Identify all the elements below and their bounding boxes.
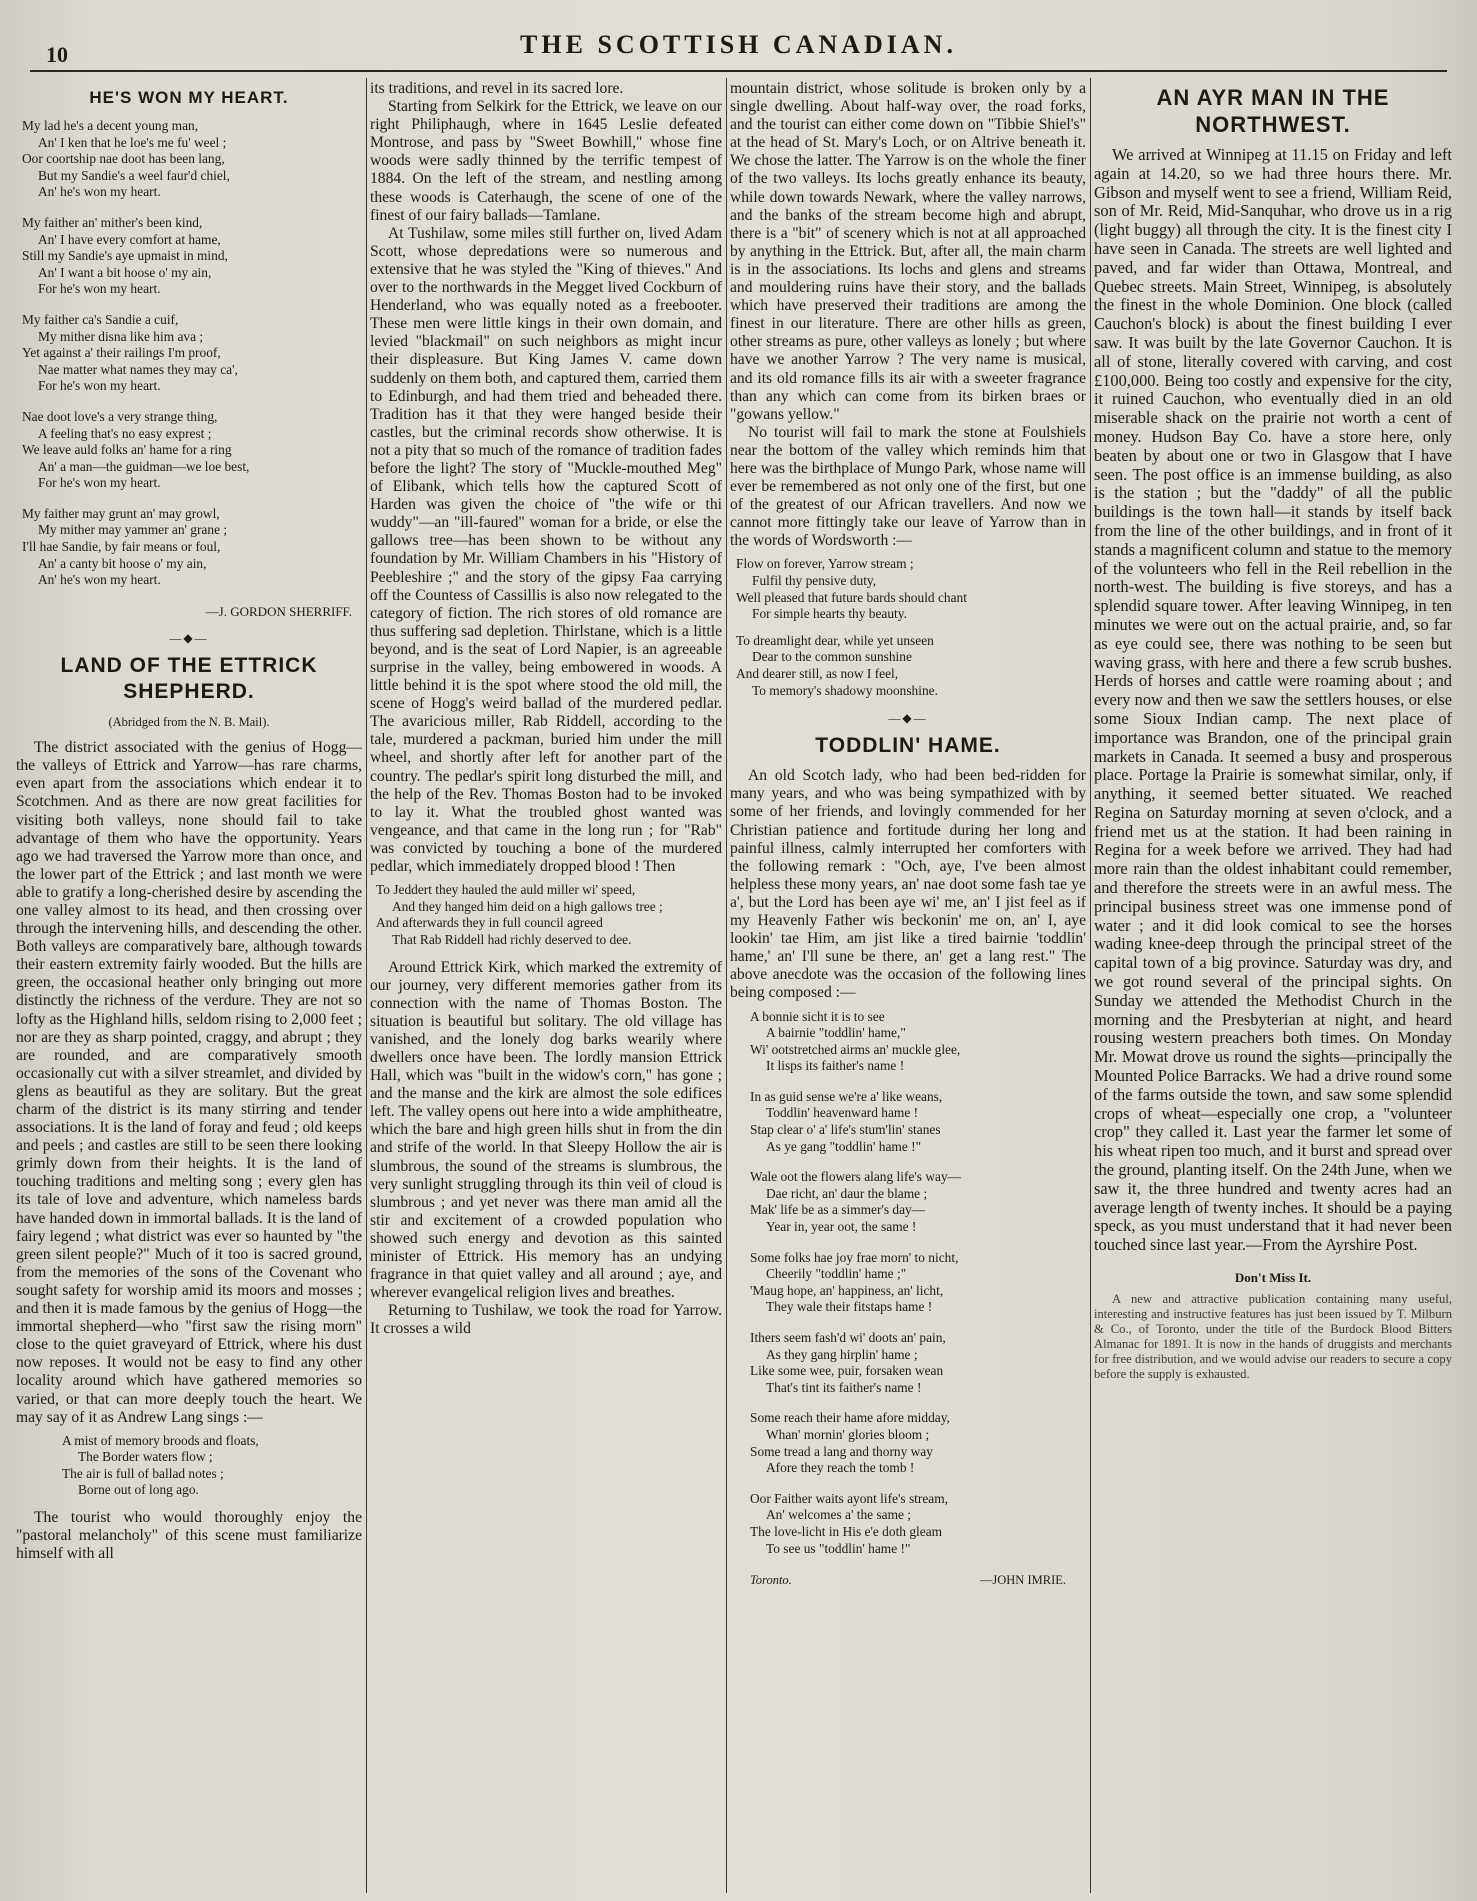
stanza — [744, 1169, 1086, 1235]
verse-line: For he's won my heart. — [38, 378, 161, 394]
column-divider — [1090, 78, 1091, 1893]
verse-line: And dearer still, as now I feel, — [736, 666, 899, 681]
article-title: TODDLIN' HAME. — [815, 734, 1001, 758]
verse — [730, 633, 1086, 699]
verse-line: An' I have every comfort at hame, — [38, 231, 221, 247]
verse-line: Ithers seem fash'd wi' doots an' pain, — [750, 1330, 946, 1345]
verse-line: Still my Sandie's aye upmaist in mind, — [22, 248, 228, 264]
verse-line: A mist of memory broods and floats, — [62, 1432, 259, 1448]
verse-line: Flow on forever, Yarrow stream ; — [736, 556, 914, 572]
poem-place: Toronto. — [750, 1573, 792, 1588]
verse-line: They wale their fitstaps hame ! — [766, 1299, 933, 1315]
top-rule — [30, 70, 1447, 72]
stanza — [16, 215, 362, 298]
article-title: AN AYR MAN IN THE NORTHWEST. — [1156, 85, 1390, 137]
verse-line: To memory's shadowy moonshine. — [752, 682, 938, 698]
verse — [370, 882, 722, 948]
verse-line: Well pleased that future bards should chant — [736, 589, 967, 605]
verse-line: Wale oot the flowers alang life's way— — [750, 1169, 962, 1185]
column-divider — [726, 78, 727, 1893]
verse-line: My faither an' mither's been kind, — [22, 214, 203, 230]
masthead: THE SCOTTISH CANADIAN. — [520, 30, 957, 59]
article-continued-2 — [370, 959, 722, 1339]
paragraph: At Tushilaw, some miles still further on, lived Adam Scott, whose depredations were so numerous and extensive that he was styled the "King of thieves." And over to the northwards in the Megget lived Cockburn of Henderland, who was equally noted as a freebooter. These men were little kings in their own domain, and levied "blackmail" on such neighbors as might incur their displeasure. But King James V. came down suddenly on them both, and captured them, carried them to Edinburgh, and had them tried and beheaded there. Tradition has it that they were hanged beside their castles, but the criminal records show otherwise. It is not a pity that so much of the romance of tradition fades before the light? The story of "Muckle-mouthed Meg" of Elibank, which tells how the captured Scott of Harden was given the choice of "the wife or thi wuddy"—an "ill-faured" woman for a bride, or else the gallows tree—has been shown to be without any foundation by Mr. William Chambers in his "History of Peebleshire ;" and the story of the gipsy Faa carrying off the Countess of Cassillis is also now relegated to the category of fiction. The rich stores of old romance are thus suffering sad depletion. Thirlstane, which is a little beyond, and is the seat of Lord Napier, is an agreeable surprise in the valley, being embowered in woods. A little behind it is the spot where stood the old mill, the scene of Hogg's weird ballad of the murdered pedlar. The avaricious miller, Rab Riddell, according to the tale, murdered a packman, buried him under the mill wheel, and shortly after left for another part of the country. The pedlar's spirit long disturbed the mill, and the help of the Rev. Thomas Boston had to be invoked to lay it. What the troubled ghost wanted was vengeance, and that came in the long run ; for "Rab" was convicted by touching a bone of the murdered pedlar, which immediately dropped blood ! Then — [370, 224, 722, 876]
abridged-note: (Abridged from the N. B. Mail). — [108, 715, 270, 730]
stanza — [16, 409, 362, 492]
verse-line: Wi' ootstretched airms an' muckle glee, — [750, 1041, 961, 1057]
paragraph: mountain district, whose solitude is broken only by a single dwelling. About half-way over, the road forks, and the tourist can either come down on "Tibbie Shiel's" at the head of St. Mary's Loch, or on Altrive beneath it. We chose the latter. The Yarrow is on the whole the finer of the two valleys. Its lochs greatly enhance its beauty, while down towards Newark, where the valley narrows, and the banks of the stream become high and abrupt, there is a "bit" of scenery which is not at all approached by anything in the Ettrick. But, after all, the main charm is in the associations. Its lochs and glens and streams and mouldering ruins have their story, and the ballads which have preserved their traditions are among the finest in our literature. There are other hills as green, other streams as pure, other valleys as lonely ; but where have we another Yarrow ? The very name is musical, and its old romance fills its air with a sweeter fragrance than any which can come from its birken braes or "gowans yellow." — [730, 80, 1086, 423]
verse-line: My faither ca's Sandie a cuif, — [22, 311, 179, 327]
column-3 — [730, 80, 1086, 1892]
paragraph: The district associated with the genius of Hogg—the valleys of Ettrick and Yarrow—has rare charms, even apart from the associations which endear it to Scotchmen. And as there are now great facilities for visiting both valleys, none should fail to take advantage of them who have the opportunity. Years ago we had traversed the Yarrow more than once, and the lower part of the Ettrick ; and last month we were able to gratify a long-cherished desire by ascending the one valley almost to its head, and then crossing over through the intervening hills, and descending the other. Both valleys are comparatively bare, although towards their eastern extremity fairly wooded. But the hills are green, the occasional heather only bringing out more distinctly the richness of the verdure. They are not so lofty as the Highland hills, seldom rising to 2,000 feet ; nor are they as sharp pointed, craggy, and abrupt ; they are rounded, and are comparatively smooth occasionally cut with a silver streamlet, and divided by glens as beautiful as they are solitary. But the great charm of the district is its many stirring and tender associations. It is the land of foray and feud ; old keeps and peels ; and castles are still to be seen there looking grimly down from their heights. It is the land of touching traditions and melting song ; every glen has its tale of love and adventure, which nameless bards have handed down in immortal ballads. It is the land of fairy legend ; what district was ever so haunted by "the green silent people?" Much of it too is sacred ground, from the memories of the sons of the Covenant who sought safety for worship amid its moors and mosses ; and then it is made famous by the genius of Hogg—the immortal shepherd—who "first saw the rising morn" close to the quiet graveyard of Ettrick, where his dust now reposes. It would not be easy to find any other locality around which have gathered memories so varied, or that can more deeply touch the heart. We may say of it as Andrew Lang sings :— — [16, 739, 362, 1426]
verse-line: 'Maug hope, an' happiness, an' licht, — [750, 1282, 944, 1298]
column-4 — [1094, 80, 1452, 1892]
notice-title: Don't Miss It. — [1234, 1270, 1312, 1286]
poem — [16, 118, 362, 589]
poem-title: HE'S WON MY HEART. — [89, 88, 289, 107]
verse-line: My mither may yammer an' grane ; — [38, 522, 228, 538]
ayr-body — [1094, 146, 1452, 1255]
verse-line: Stap clear o' a' life's stum'lin' stanes — [750, 1122, 941, 1138]
verse-line: A bairnie "toddlin' hame," — [766, 1025, 906, 1041]
verse-line: Oor Faither waits ayont life's stream, — [750, 1490, 949, 1506]
verse-line: Borne out of long ago. — [78, 1482, 199, 1498]
paragraph: Around Ettrick Kirk, which marked the extremity of our journey, very different memories gather from its connection with the name of Thomas Boston. The situation is beautiful but solitary. The old village has vanished, and the lonely dog barks wearily where dwellers once have been. The lordly mansion Ettrick Hall, which was "built in the widow's corn," has gone ; and the manse and the kirk are almost the sole edifices left. The valley opens out here into a wide amphitheatre, which the bare and high green hills shut in from the din and strife of the world. In that Sleepy Hollow the air is slumbrous, the sound of the streams is slumbrous, the very sunlight struggling through its thin veil of cloud is slumbrous ; and yet never was there man amid all the stir and excitement of a crowded population who showed such energy and devotion as this sainted minister of Ettrick. His memory has an undying fragrance in that quiet valley and all around ; aye, and wherever evangelical religion lives and breathes. — [370, 958, 722, 1302]
article-continued — [370, 80, 722, 876]
verse-line: To Jeddert they hauled the auld miller wi' speed, — [376, 882, 636, 898]
verse-line: For he's won my heart. — [38, 281, 161, 297]
paragraph: No tourist will fail to mark the stone at Foulshiels near the bottom of the valley which reminds him that here was the birthplace of Mungo Park, whose name will ever be remembered as not only one of the first, but one of the greatest of our African travellers. And now we cannot more fittingly take our leave of Yarrow than in the words of Wordsworth :— — [730, 423, 1086, 550]
verse-line: That Rab Riddell had richly deserved to dee. — [392, 931, 632, 947]
verse-line: Yet against a' their railings I'm proof, — [22, 345, 221, 361]
article-title: LAND OF THE ETTRICK SHEPHERD. — [60, 654, 318, 704]
verse — [730, 556, 1086, 622]
poem — [730, 1009, 1086, 1558]
verse-line: Nae doot love's a very strange thing, — [22, 408, 218, 424]
verse-line: An' a canty bit hoose o' my ain, — [38, 555, 207, 571]
ornament: —◆— — [888, 711, 928, 726]
verse-line: My lad he's a decent young man, — [22, 118, 199, 133]
poem-signature — [730, 1571, 1086, 1589]
verse-line: Afore they reach the tomb ! — [766, 1460, 915, 1476]
verse-line: I'll hae Sandie, by fair means or foul, — [22, 539, 221, 555]
verse-line: In as guid sense we're a' like weans, — [750, 1088, 943, 1104]
verse-line: That's tint its faither's name ! — [766, 1379, 922, 1395]
verse-line: Some folks hae joy frae morn' to nicht, — [750, 1249, 959, 1265]
paragraph: An old Scotch lady, who had been bed-ridden for many years, and who was being sympathized with by some of her friends, and lovingly commended for her Christian patience and fortitude during her long and painful illness, calmly interrupted her comforters with the following remark : "Och, aye, I've been almost helpless these mony years, an' nae doot some fash tae ye a', but the Lord has been aye wi' me, an' I jist feel as if my Heavenly Father wis beckonin' me on, an' I, aye lookin' tae Him, am jist like a tired bairnie 'toddlin' hame,' an' I'll sune be there, an' get a lang rest." The above anecdote was the occasion of the following lines being composed :— — [730, 767, 1086, 1002]
paragraph: Returning to Tushilaw, we took the road for Yarrow. It crosses a wild — [370, 1302, 722, 1338]
paragraph: Starting from Selkirk for the Ettrick, we leave on our right Philiphaugh, where in 1645 Leslie defeated Montrose, and pass by "Sweet Bowhill," whose fine woods were sadly thinned by the terrific tempest of 1884. On the left of the stream, and nestling among these woods is Caterhaugh, the scene of one of the finest of our fairy ballads—Tamlane. — [370, 98, 722, 224]
verse-line: A feeling that's no easy exprest ; — [38, 425, 212, 441]
verse-line: Year in, year oot, the same ! — [766, 1219, 917, 1235]
verse-line: The air is full of ballad notes ; — [62, 1465, 224, 1481]
stanza — [744, 1089, 1086, 1155]
verse-line: Nae matter what names they may ca', — [38, 361, 238, 377]
stanza — [744, 1009, 1086, 1075]
verse-line: As ye gang "toddlin' hame !" — [766, 1138, 922, 1154]
stanza — [16, 118, 362, 201]
stanza — [744, 1330, 1086, 1396]
verse-line: Whan' mornin' glories bloom ; — [766, 1426, 930, 1442]
poem-author: —J. GORDON SHERRIFF. — [205, 603, 352, 619]
verse-line: My faither may grunt an' may growl, — [22, 505, 220, 521]
verse-line: An' he's won my heart. — [38, 184, 161, 200]
verse-line: An' I want a bit hoose o' my ain, — [38, 264, 212, 280]
verse-line: But my Sandie's a weel faur'd chiel, — [38, 167, 230, 183]
column-1 — [16, 80, 362, 1892]
verse-line: My mither disna like him ava ; — [38, 328, 204, 344]
verse-line: Mak' life be as a simmer's day— — [750, 1202, 926, 1218]
toddlin-intro — [730, 767, 1086, 1002]
column-divider — [366, 78, 367, 1893]
paragraph: A new and attractive publication containing many useful, interesting and instructive features has just been issued by T. Milburn & Co., of Toronto, under the title of the Burdock Blood Bitters Almanac for 1891. It is now in the hands of druggists and merchants for free distribution, and we would advise our readers to secure a copy before the supply is exhausted. — [1094, 1291, 1452, 1381]
page-number: 10 — [46, 42, 68, 67]
column-2 — [370, 80, 722, 1892]
verse-line: An' I ken that he loe's me fu' weel ; — [38, 134, 227, 150]
paragraph: The tourist who would thoroughly enjoy the "pastoral melancholy" of this scene must familiarize himself with all — [16, 1509, 362, 1563]
verse-line: The love-licht in His e'e doth gleam — [750, 1523, 943, 1539]
paragraph: its traditions, and revel in its sacred lore. — [370, 80, 624, 97]
article-body — [16, 739, 362, 1427]
verse-line: Some tread a lang and thorny way — [750, 1443, 933, 1459]
verse-line: We leave auld folks an' hame for a ring — [22, 442, 232, 458]
verse-line: An' welcomes a' the same ; — [766, 1507, 912, 1523]
verse — [16, 1433, 362, 1499]
stanza — [16, 312, 362, 395]
article-body-cont — [16, 1509, 362, 1563]
verse-line: As they gang hirplin' hame ; — [766, 1346, 918, 1362]
verse-line: To see us "toddlin' hame !" — [766, 1540, 911, 1556]
verse-line: For simple hearts thy beauty. — [752, 606, 907, 622]
notice-body — [1094, 1292, 1452, 1382]
paragraph: We arrived at Winnipeg at 11.15 on Friday and left again at 14.20, so we had three hours there. Mr. Gibson and myself went to see a friend, William Reid, son of Mr. Reid, Mid-Sanquhar, who drove us in a rig (light buggy) all through the city. It is the finest city I have seen in Canada. The streets are well lighted and paved, and far wider than Ottawa, Montreal, and Quebec streets. Main Street, Winnipeg, is absolutely the finest in the whole Dominion. One block (called Cauchon's block) is about the finest building I ever saw. It was built by the late Governor Cauchon. It is all of stone, literally covered with carving, and cost £100,000. Being too costly and expensive for the city, it ruined Cauchon, who eventually died in an old miserable shack on the prairie not worth a cent of money. Hudson Bay Co. have a store here, only beaten by about one or two in Glasgow that I have seen. The post office is an immense building, as also is the station ; but the "daddy" of all the public buildings is the town hall—it stands by itself back from the line of the other buildings, and in front of it stands a magnificent column and statue to the memory of the volunteers who fell in the Reil rebellion in the north-west. The building is five storeys, and has a splendid square tower. After leaving Winnipeg, in ten minutes we were out on the actual prairie, and, so far as eye could see, there was nothing to be seen but waving grass, with here and there a few scrub bushes. Herds of horses and cattle were roaming about ; and every now and then we saw the settlers houses, or else some Sioux Indian camp. The next place of importance was Brandon, one of the principal grain markets in Canada. It seemed a busy and prosperous place. Portage la Prairie is somewhat similar, only, if anything, it seemed better situated. We reached Regina on Saturday morning at seven o'clock, and a friend met us at the station. It had been raining in Regina for a week before we arrived. They had had more rain than the oldest inhabitant could remember, and therefore the streets were in an awful mess. The principal business street was one immense pond of water ; and it did look comical to see the horses wading knee-deep through the principal street of the capital town of a big province. Saturday was dry, and we got round several of the principal sights. On Sunday we attended the Methodist Church in the morning and the Presbyterian at night, and heard rousing western preachers both times. On Monday Mr. Mowat drove us round the sights—principally the Mounted Police Barracks. We had a drive round some of the farms outside the town, and saw some splendid crops of wheat—especially one crop, a "volunteer crop" they called it. Last year the farmer let some of his wheat ripen too much, and it burst and spread over the ground, planting itself. On the 24th June, when we saw it, the three hundred and twenty acres had an average length of twenty inches. It should be a paying speck, as you must understand that it had never been touched since last year.—From the Ayrshire Post. — [1094, 145, 1452, 1255]
verse-line: For he's won my heart. — [38, 475, 161, 491]
verse-line: And afterwards they in full council agreed — [376, 915, 603, 931]
verse-line: A bonnie sicht it is to see — [750, 1008, 885, 1024]
stanza — [16, 506, 362, 589]
verse-line: Like some wee, puir, forsaken wean — [750, 1363, 944, 1379]
verse-line: It lisps its faither's name ! — [766, 1058, 905, 1074]
poem-author: —JOHN IMRIE. — [979, 1573, 1066, 1588]
verse-line: An' he's won my heart. — [38, 572, 161, 588]
verse-line: Toddlin' heavenward hame ! — [766, 1105, 919, 1121]
verse-line: Cheerily "toddlin' hame ;" — [766, 1266, 907, 1282]
verse-line: Dear to the common sunshine — [752, 649, 912, 665]
verse-line: Fulfil thy pensive duty, — [752, 573, 877, 589]
stanza — [744, 1250, 1086, 1316]
stanza — [744, 1491, 1086, 1557]
verse-line: Dae richt, an' daur the blame ; — [766, 1185, 928, 1201]
verse-line: To dreamlight dear, while yet unseen — [736, 632, 934, 648]
verse-line: And they hanged him deid on a high gallows tree ; — [392, 898, 663, 914]
verse-line: The Border waters flow ; — [78, 1449, 213, 1465]
stanza — [744, 1410, 1086, 1476]
ornament: —◆— — [169, 630, 209, 645]
verse-line: Oor coortship nae doot has been lang, — [22, 151, 225, 167]
verse-line: An' a man—the guidman—we loe best, — [38, 458, 250, 474]
article-continued-3 — [730, 80, 1086, 550]
verse-line: Some reach their hame afore midday, — [750, 1410, 950, 1426]
